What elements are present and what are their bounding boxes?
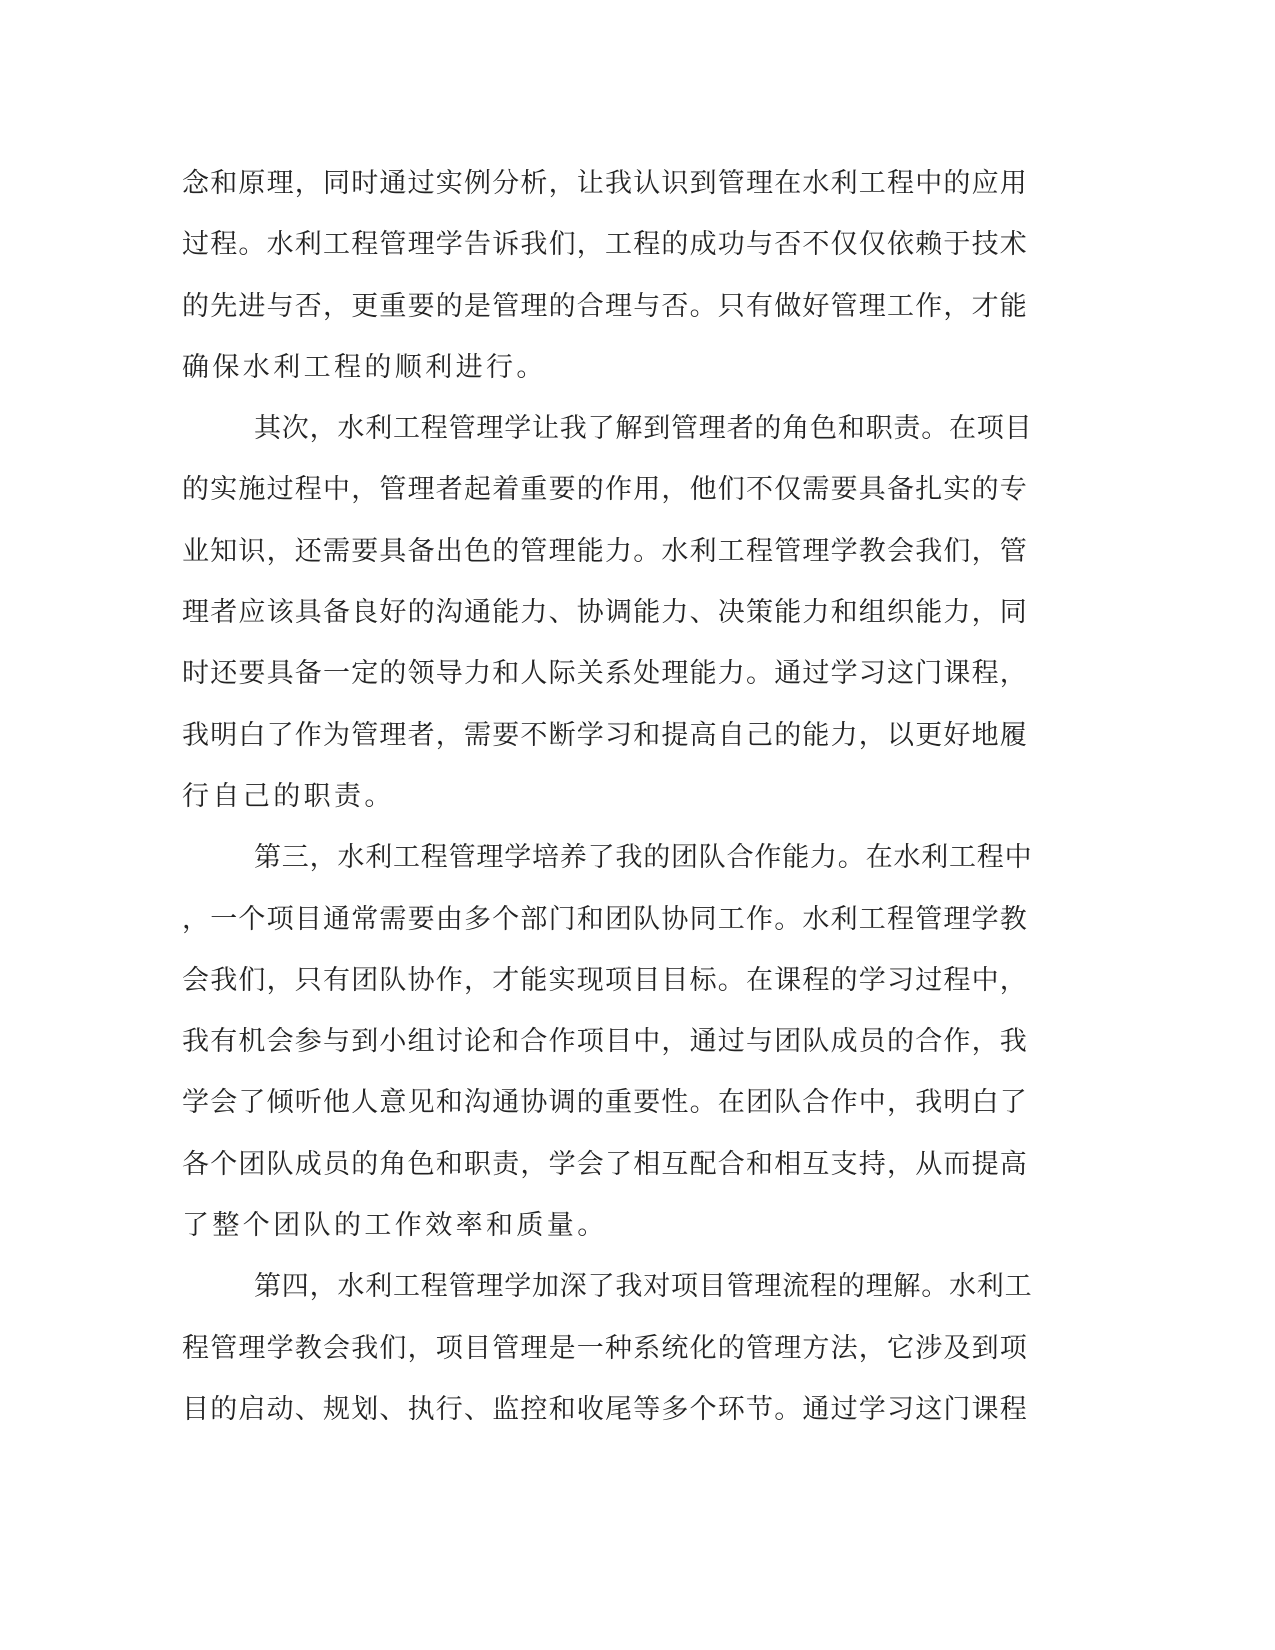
text-line: 行自己的职责。: [182, 780, 395, 812]
text-line: 其次，水利工程管理学让我了解到管理者的角色和职责。在项目: [254, 413, 1033, 445]
paragraph-1: [182, 153, 1032, 398]
text-line: 念和原理，同时通过实例分析，让我认识到管理在水利工程中的应用: [182, 168, 1028, 199]
text-line: 时还要具备一定的领导力和人际关系处理能力。通过学习这门课程，: [182, 658, 1028, 690]
text-line: 了整个团队的工作效率和质量。: [182, 1210, 608, 1242]
text-line: 业知识，还需要具备出色的管理能力。水利工程管理学教会我们，管: [182, 535, 1028, 567]
paragraph-3: [182, 827, 1032, 1256]
text-line: 过程。水利工程管理学告诉我们，工程的成功与否不仅仅依赖于技术: [182, 229, 1028, 261]
text-line: 目的启动、规划、执行、监控和收尾等多个环节。通过学习这门课程: [182, 1393, 1028, 1425]
paragraph-2: [182, 398, 1032, 827]
text-line: 确保水利工程的顺利进行。: [182, 351, 547, 383]
text-line: 我明白了作为管理者，需要不断学习和提高自己的能力，以更好地履: [182, 719, 1028, 751]
text-line: 的实施过程中，管理者起着重要的作用，他们不仅需要具备扎实的专: [182, 474, 1028, 506]
text-line: 各个团队成员的角色和职责，学会了相互配合和相互支持，从而提高: [182, 1148, 1028, 1180]
text-line: 学会了倾听他人意见和沟通协调的重要性。在团队合作中，我明白了: [182, 1087, 1028, 1119]
text-line: ，一个项目通常需要由多个部门和团队协同工作。水利工程管理学教: [182, 903, 1028, 935]
body-text: [182, 153, 1032, 1440]
text-line: 第四，水利工程管理学加深了我对项目管理流程的理解。水利工: [254, 1271, 1033, 1303]
text-line: 理者应该具备良好的沟通能力、协调能力、决策能力和组织能力，同: [182, 597, 1028, 629]
paragraph-4: [182, 1256, 1032, 1440]
text-line: 第三，水利工程管理学培养了我的团队合作能力。在水利工程中: [254, 842, 1033, 874]
text-line: 的先进与否，更重要的是管理的合理与否。只有做好管理工作，才能: [182, 290, 1028, 322]
text-line: 我有机会参与到小组讨论和合作项目中，通过与团队成员的合作，我: [182, 1026, 1028, 1058]
text-line: 会我们，只有团队协作，才能实现项目目标。在课程的学习过程中，: [182, 964, 1028, 996]
text-line: 程管理学教会我们，项目管理是一种系统化的管理方法，它涉及到项: [182, 1332, 1028, 1364]
